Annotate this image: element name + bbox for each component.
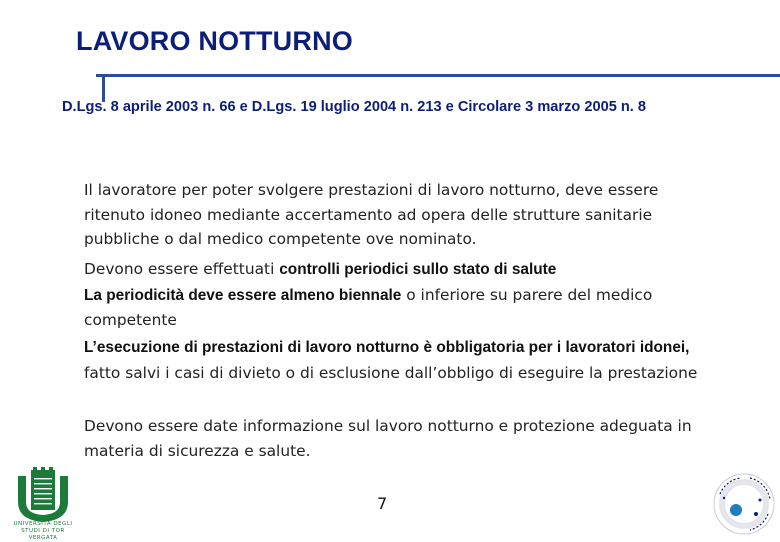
paragraph-idoneita: Il lavoratore per poter svolgere prestazioni di lavoro notturno, deve essere ritenuto idoneo mediante accertamento ad opera delle strutture sanitarie pubbliche o dal medico competente ove nominato.	[84, 181, 659, 248]
paragraph-periodicita-bold: La periodicità deve essere almeno biennale	[84, 286, 402, 304]
paragraph-controlli	[84, 257, 724, 333]
university-caption: UNIVERSITÀ DEGLI STUDI DI TOR VERGATA	[13, 521, 73, 541]
paragraph-obbligo	[84, 335, 724, 385]
page-number: 7	[377, 494, 388, 513]
title-rule-horizontal	[96, 74, 780, 77]
slide-title: LAVORO NOTTURNO	[76, 26, 353, 56]
paragraph-controlli-text: Devono essere effettuati	[84, 260, 280, 278]
legal-reference-subtitle: D.Lgs. 8 aprile 2003 n. 66 e D.Lgs. 19 luglio 2004 n. 213 e Circolare 3 marzo 2005 n. 8	[62, 99, 647, 115]
paragraph-obbligo-bold: L’esecuzione di prestazioni di lavoro notturno è obbligatoria per i lavoratori idonei,	[84, 339, 690, 356]
paragraph-obbligo-text: fatto salvi i casi di divieto o di esclusione dall’obbligo di eseguire la prestazione	[84, 363, 698, 382]
paragraph-informazione: Devono essere date informazione sul lavoro notturno e protezione adeguata in materia di sicurezza e salute.	[84, 417, 692, 460]
paragraph-controlli-bold: controlli periodici sullo stato di salute	[279, 261, 557, 278]
paragraph-periodicita-text: o inferiore su parere del medico competente	[84, 285, 653, 329]
association-seal-icon	[710, 470, 778, 538]
